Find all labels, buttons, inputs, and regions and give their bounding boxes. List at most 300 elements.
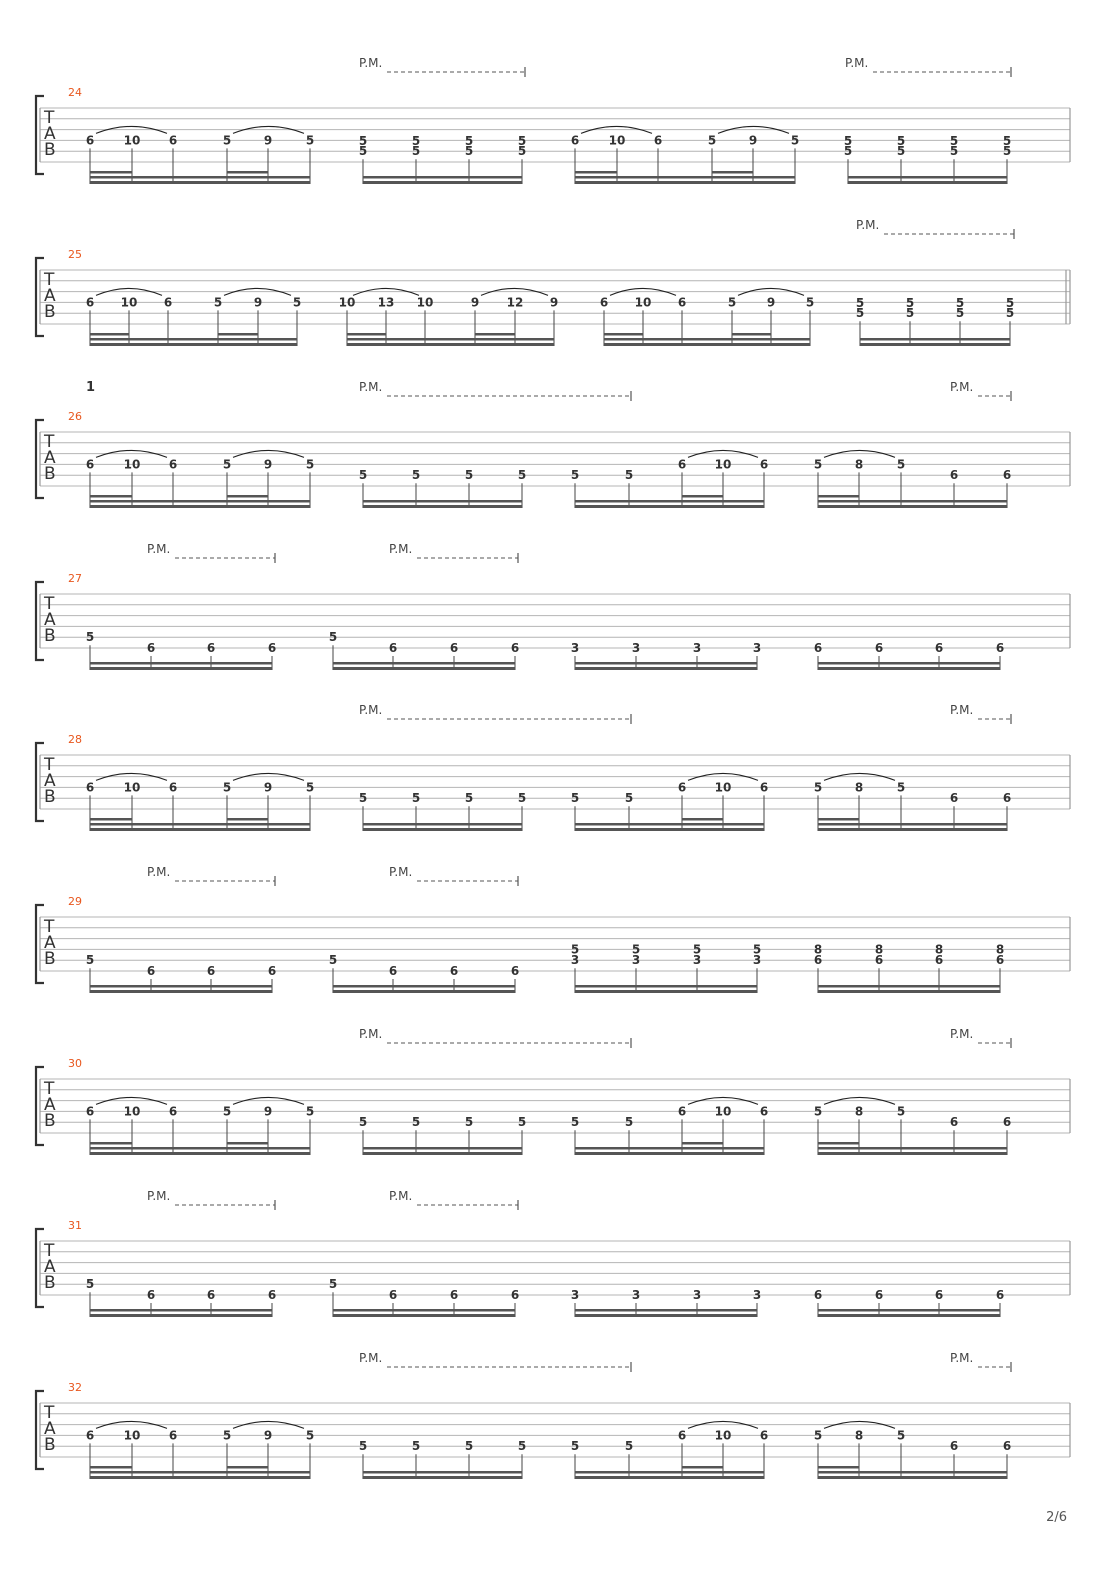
measure-number: 32 [68,1381,82,1394]
beam [575,1476,764,1479]
beam-secondary [90,1471,310,1474]
beam-secondary [363,823,522,826]
beam-tertiary [90,818,132,821]
fret-number: 5 [896,144,906,159]
palm-mute-label: P.M. [359,56,383,70]
tab-clef-letter: A [44,1095,56,1115]
fret-number: 5 [692,942,702,957]
fret-number: 6 [168,457,178,472]
fret-number: 6 [813,1288,823,1302]
fret-number: 5 [517,144,527,159]
beam [818,1476,1007,1479]
fret-number: 6 [934,1288,944,1302]
beam [575,505,764,508]
beam-secondary [818,985,1000,988]
fret-number: 6 [759,457,769,472]
tab-clef-letter: B [44,1435,56,1455]
fret-number: 5 [813,1428,823,1443]
measure-number: 28 [68,733,82,746]
tab-clef-letter: B [44,1273,56,1293]
tab-clef-letter: B [44,787,56,807]
fret-number: 6 [206,1288,216,1302]
fret-number: 8 [854,1104,864,1119]
fret-number: 9 [263,780,273,795]
fret-number: 10 [123,133,141,148]
tab-clef-letter: B [44,626,56,646]
fret-number: 3 [752,953,762,968]
fret-number: 10 [123,780,141,795]
fret-number: 6 [85,295,95,310]
fret-number: 6 [813,641,823,655]
fret-number: 10 [120,295,138,310]
palm-mute-label: P.M. [359,703,383,717]
fret-number: 5 [790,133,800,148]
beam-secondary [575,500,764,503]
beam [575,667,757,670]
fret-number: 5 [464,134,474,149]
beam [90,343,297,346]
fret-number: 5 [955,306,965,321]
fret-number: 5 [896,1428,906,1443]
beam [818,1314,1000,1317]
fret-number: 5 [411,144,421,159]
beam-secondary [347,338,554,341]
fret-number: 6 [949,1115,959,1130]
fret-number: 9 [263,133,273,148]
fret-number: 5 [570,468,580,483]
palm-mute-label: P.M. [389,1189,413,1203]
fret-number: 5 [517,468,527,483]
beam-secondary [90,1147,310,1150]
beam [575,181,795,184]
fret-number: 6 [85,780,95,795]
fret-number: 6 [85,1104,95,1119]
fret-number: 10 [714,457,732,472]
beam-tertiary [818,495,859,498]
fret-number: 5 [305,133,315,148]
measure-number: 31 [68,1219,82,1232]
palm-mute-label: P.M. [950,703,974,717]
beam-secondary [90,662,272,665]
beam-tertiary [682,1466,723,1469]
tab-system-24 [36,56,1070,184]
beam-tertiary [90,495,132,498]
beam [818,828,1007,831]
measure-number: 29 [68,895,82,908]
fret-number: 5 [905,296,915,311]
fret-number: 5 [517,1115,527,1130]
palm-mute-label: P.M. [359,1351,383,1365]
tab-system-28 [36,703,1070,831]
measure-number: 26 [68,410,82,423]
fret-number: 10 [123,1428,141,1443]
measure-number: 27 [68,572,82,585]
tab-clef-letter: B [44,140,56,160]
tab-clef-letter: B [44,1111,56,1131]
fret-number: 6 [949,791,959,806]
fret-number: 13 [377,295,395,310]
fret-number: 6 [449,1288,459,1302]
fret-number: 5 [570,1115,580,1130]
tab-system-25 [36,218,1070,346]
beam-tertiary [682,1142,723,1145]
tab-clef-letter: T [44,755,55,775]
beam-secondary [818,662,1000,665]
beam-secondary [333,985,515,988]
fret-number: 6 [510,1288,520,1302]
beam [333,990,515,993]
fret-number: 6 [85,1428,95,1443]
volta-ending-number: 1 [86,380,96,395]
palm-mute-label: P.M. [147,865,171,879]
fret-number: 5 [752,942,762,957]
fret-number: 6 [388,1288,398,1302]
fret-number: 6 [677,1428,687,1443]
beam [90,1152,310,1155]
fret-number: 10 [714,780,732,795]
tab-clef-letter: T [44,1403,55,1423]
beam-tertiary [682,495,723,498]
beam [575,1314,757,1317]
beam [818,505,1007,508]
tab-system-27 [36,542,1070,670]
fret-number: 8 [854,1428,864,1443]
beam [575,828,764,831]
fret-number: 5 [222,133,232,148]
page-number: 2/6 [1046,1510,1067,1525]
fret-number: 5 [517,1439,527,1454]
beam [363,828,522,831]
beam-tertiary [227,818,268,821]
fret-number: 6 [874,641,884,655]
fret-number: 3 [570,641,580,655]
beam-secondary [363,176,522,179]
fret-number: 6 [510,641,520,655]
fret-number: 6 [677,295,687,310]
fret-number: 6 [510,964,520,978]
fret-number: 6 [759,780,769,795]
fret-number: 6 [85,133,95,148]
fret-number: 5 [843,134,853,149]
fret-number: 5 [1005,296,1015,311]
beam [818,990,1000,993]
fret-number: 3 [570,953,580,968]
fret-number: 10 [714,1428,732,1443]
fret-number: 5 [896,457,906,472]
beam [860,343,1010,346]
fret-number: 5 [222,457,232,472]
palm-mute-label: P.M. [359,380,383,394]
fret-number: 5 [411,791,421,806]
fret-number: 5 [464,1439,474,1454]
fret-number: 12 [506,295,524,310]
fret-number: 5 [624,1439,634,1454]
beam-secondary [333,662,515,665]
fret-number: 6 [653,133,663,148]
fret-number: 5 [949,144,959,159]
beam-secondary [90,500,310,503]
fret-number: 5 [222,780,232,795]
fret-number: 5 [896,1104,906,1119]
fret-number: 5 [85,1277,95,1292]
fret-number: 3 [692,953,702,968]
beam-tertiary [227,171,268,174]
palm-mute-label: P.M. [950,380,974,394]
fret-number: 5 [292,295,302,310]
beam [363,1476,522,1479]
fret-number: 5 [624,468,634,483]
fret-number: 6 [813,953,823,968]
fret-number: 6 [146,641,156,655]
beam [90,990,272,993]
fret-number: 3 [631,641,641,655]
beam [363,181,522,184]
fret-number: 9 [263,1428,273,1443]
fret-number: 5 [411,134,421,149]
fret-number: 5 [570,791,580,806]
palm-mute-label: P.M. [845,56,869,70]
fret-number: 6 [168,133,178,148]
beam [363,505,522,508]
fret-number: 5 [358,1115,368,1130]
beam-secondary [575,662,757,665]
tab-clef-letter: T [44,1241,55,1261]
beam-secondary [90,823,310,826]
beam-tertiary [604,333,643,336]
fret-number: 5 [358,144,368,159]
palm-mute-label: P.M. [950,1351,974,1365]
tab-clef-letter: A [44,771,56,791]
fret-number: 5 [727,295,737,310]
palm-mute-label: P.M. [359,1027,383,1041]
beam [818,1152,1007,1155]
tab-clef-letter: A [44,124,56,144]
fret-number: 6 [874,1288,884,1302]
fret-number: 8 [854,780,864,795]
beam [604,343,810,346]
fret-number: 10 [123,457,141,472]
fret-number: 5 [358,791,368,806]
fret-number: 6 [1002,791,1012,806]
fret-number: 6 [874,953,884,968]
fret-number: 6 [206,964,216,978]
fret-number: 5 [570,1439,580,1454]
beam-tertiary [90,333,129,336]
fret-number: 6 [995,1288,1005,1302]
beam [90,667,272,670]
beam-secondary [363,500,522,503]
beam [333,667,515,670]
fret-number: 3 [752,1288,762,1302]
beam-secondary [90,1309,272,1312]
fret-number: 5 [305,1104,315,1119]
fret-number: 3 [692,1288,702,1302]
fret-number: 5 [813,457,823,472]
fret-number: 5 [305,1428,315,1443]
tab-clef-letter: A [44,610,56,630]
fret-number: 5 [707,133,717,148]
beam [848,181,1007,184]
fret-number: 8 [854,457,864,472]
fret-number: 9 [470,295,480,310]
fret-number: 5 [631,942,641,957]
fret-number: 10 [714,1104,732,1119]
beam-tertiary [682,818,723,821]
fret-number: 5 [813,780,823,795]
fret-number: 6 [163,295,173,310]
fret-number: 6 [934,953,944,968]
fret-number: 8 [874,942,884,957]
fret-number: 6 [677,780,687,795]
fret-number: 6 [388,641,398,655]
fret-number: 10 [416,295,434,310]
fret-number: 6 [949,468,959,483]
beam-secondary [818,1147,1007,1150]
fret-number: 10 [608,133,626,148]
fret-number: 5 [85,630,95,645]
fret-number: 5 [517,791,527,806]
measure-number: 25 [68,248,82,261]
fret-number: 10 [634,295,652,310]
beam [90,828,310,831]
beam [575,990,757,993]
beam [90,1314,272,1317]
beam-tertiary [475,333,515,336]
beam-secondary [363,1147,522,1150]
beam [90,505,310,508]
fret-number: 6 [388,964,398,978]
fret-number: 5 [570,942,580,957]
tab-clef-letter: T [44,1079,55,1099]
fret-number: 8 [934,942,944,957]
fret-number: 3 [752,641,762,655]
fret-number: 5 [358,468,368,483]
fret-number: 6 [759,1428,769,1443]
fret-number: 6 [168,780,178,795]
fret-number: 5 [305,780,315,795]
palm-mute-label: P.M. [147,542,171,556]
measure-number: 30 [68,1057,82,1070]
tab-system-26 [36,380,1070,508]
fret-number: 9 [263,457,273,472]
fret-number: 6 [146,1288,156,1302]
beam-secondary [575,176,795,179]
fret-number: 9 [766,295,776,310]
fret-number: 5 [624,1115,634,1130]
fret-number: 6 [267,1288,277,1302]
fret-number: 5 [213,295,223,310]
beam [363,1152,522,1155]
palm-mute-label: P.M. [950,1027,974,1041]
beam [818,667,1000,670]
beam-tertiary [818,1466,859,1469]
fret-number: 5 [464,144,474,159]
fret-number: 9 [253,295,263,310]
fret-number: 5 [85,953,95,968]
beam-secondary [90,176,310,179]
fret-number: 10 [338,295,356,310]
beam-secondary [818,1471,1007,1474]
fret-number: 5 [464,791,474,806]
fret-number: 10 [123,1104,141,1119]
beam [333,1314,515,1317]
fret-number: 5 [955,296,965,311]
tab-system-31 [36,1189,1070,1317]
beam-secondary [90,985,272,988]
tab-system-30 [36,1027,1070,1155]
beam [90,181,310,184]
palm-mute-label: P.M. [389,542,413,556]
fret-number: 6 [449,641,459,655]
tab-clef-letter: T [44,270,55,290]
fret-number: 5 [1002,134,1012,149]
beam-secondary [90,338,297,341]
beam-tertiary [90,171,132,174]
tab-clef-letter: A [44,1419,56,1439]
tab-clef-letter: A [44,933,56,953]
fret-number: 5 [358,134,368,149]
fret-number: 6 [759,1104,769,1119]
fret-number: 6 [85,457,95,472]
beam-tertiary [227,495,268,498]
fret-number: 8 [995,942,1005,957]
fret-number: 5 [1002,144,1012,159]
beam-tertiary [227,1142,268,1145]
fret-number: 9 [263,1104,273,1119]
beam-secondary [575,985,757,988]
fret-number: 6 [677,457,687,472]
fret-number: 6 [168,1104,178,1119]
fret-number: 5 [813,1104,823,1119]
fret-number: 6 [995,953,1005,968]
fret-number: 9 [748,133,758,148]
fret-number: 5 [222,1104,232,1119]
fret-number: 6 [146,964,156,978]
fret-number: 5 [1005,306,1015,321]
tab-clef-letter: B [44,949,56,969]
beam-secondary [575,1147,764,1150]
fret-number: 5 [855,306,865,321]
fret-number: 5 [855,296,865,311]
fret-number: 6 [599,295,609,310]
fret-number: 3 [631,953,641,968]
fret-number: 5 [896,780,906,795]
fret-number: 6 [267,641,277,655]
fret-number: 5 [305,457,315,472]
tab-clef-letter: T [44,917,55,937]
fret-number: 6 [1002,1439,1012,1454]
fret-number: 5 [328,1277,338,1292]
beam [347,343,554,346]
beam-tertiary [712,171,753,174]
fret-number: 3 [570,1288,580,1302]
fret-number: 5 [896,134,906,149]
beam-tertiary [347,333,386,336]
beam-secondary [818,500,1007,503]
beam-secondary [575,823,764,826]
beam [575,1152,764,1155]
tab-system-32 [36,1351,1070,1479]
fret-number: 6 [449,964,459,978]
fret-number: 6 [267,964,277,978]
fret-number: 6 [570,133,580,148]
tab-clef-letter: A [44,1257,56,1277]
palm-mute-label: P.M. [856,218,880,232]
fret-number: 6 [206,641,216,655]
beam-secondary [363,1471,522,1474]
tab-clef-letter: B [44,464,56,484]
fret-number: 9 [549,295,559,310]
